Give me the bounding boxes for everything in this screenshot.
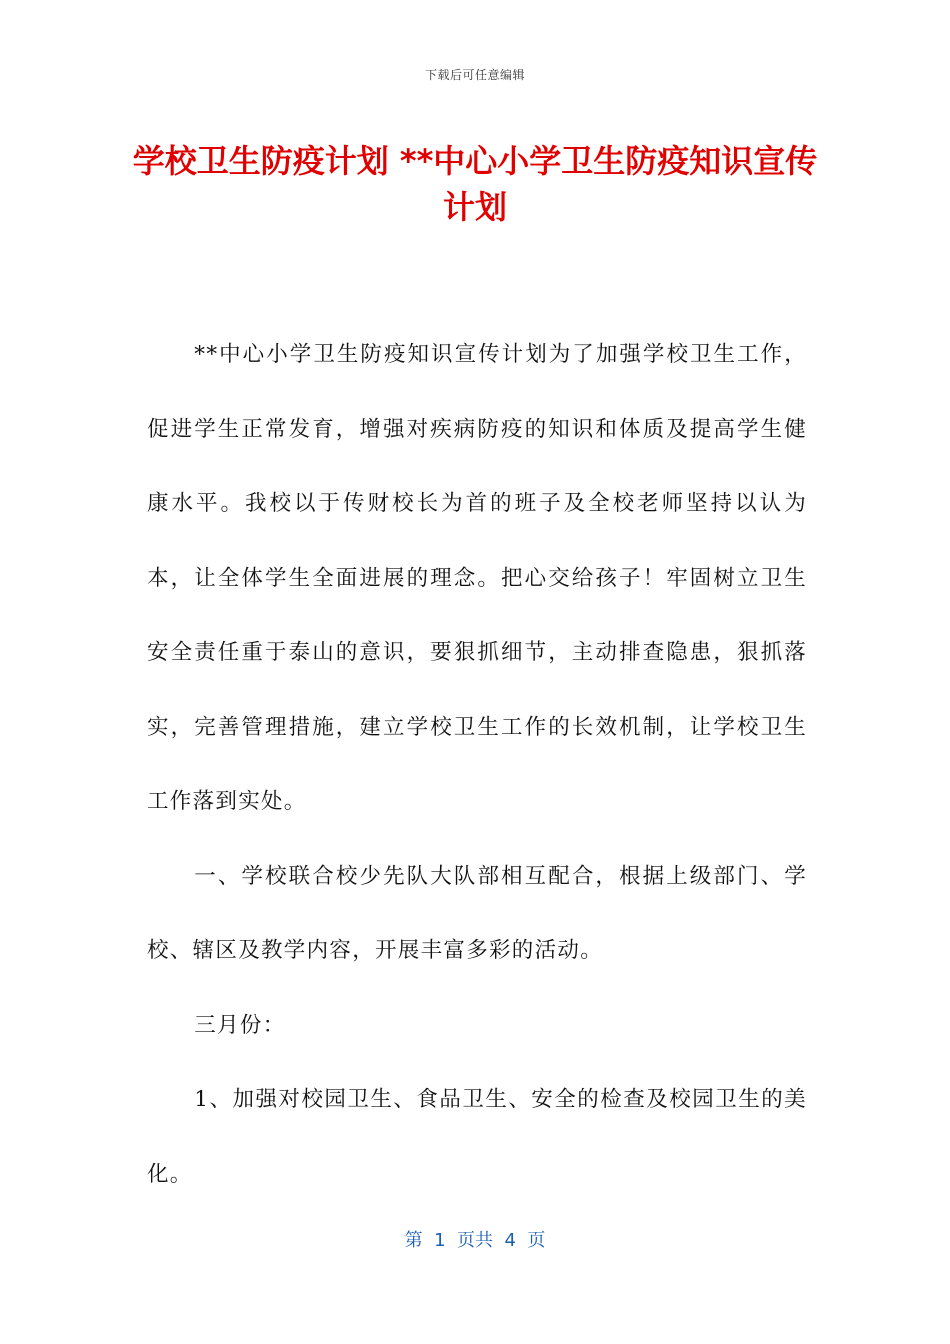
document-title: 学校卫生防疫计划 **中心小学卫生防疫知识宣传计划	[132, 142, 818, 226]
paragraph: **中心小学卫生防疫知识宣传计划为了加强学校卫生工作，促进学生正常发育，增强对疾病防疫的知识和体质及提高学生健康水平。我校以于传财校长为首的班子及全校老师坚持以认为本，让全体学生全面进展的理念。把心交给孩子！牢固树立卫生安全责任重于泰山的意识，要狠抓细节，主动排查隐患，狠抓落实，完善管理措施，建立学校卫生工作的长效机制，让学校卫生工作落到实处。	[147, 342, 807, 814]
document-body	[147, 318, 807, 1212]
paragraph: 1、加强对校园卫生、食品卫生、安全的检查及校园卫生的美化。	[147, 1087, 807, 1187]
paragraph: 三月份：	[194, 1012, 286, 1038]
header-note: 下载后可任意编辑	[424, 68, 525, 82]
paragraph: 一、学校联合校少先队大队部相互配合，根据上级部门、学校、辖区及教学内容，开展丰富多彩的活动。	[147, 863, 807, 963]
page-number: 第 1 页共 4 页	[404, 1230, 546, 1251]
